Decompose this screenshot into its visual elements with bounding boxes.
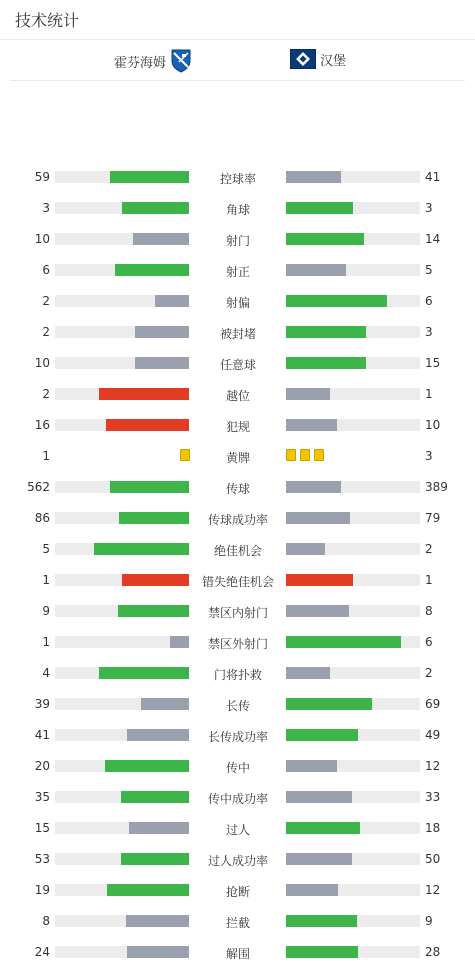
home-bar-fill (170, 636, 189, 648)
away-value: 3 (425, 201, 433, 215)
stat-label: 错失绝佳机会 (201, 575, 274, 589)
away-bar-fill (286, 853, 352, 865)
stat-label: 长传成功率 (207, 730, 268, 744)
stat-row (0, 286, 475, 317)
yellow-card-icon (180, 449, 190, 461)
home-bar-track (55, 698, 189, 710)
away-value: 14 (425, 232, 441, 246)
home-bar-fill (133, 233, 189, 245)
home-bar-track (55, 636, 189, 648)
away-value: 2 (425, 542, 433, 556)
stat-row (0, 441, 475, 472)
away-value: 3 (425, 325, 433, 339)
stat-label: 禁区内射门 (207, 606, 268, 620)
home-team-name: 霍芬海姆 (114, 55, 167, 71)
home-bar-fill (115, 264, 189, 276)
stat-label: 禁区外射门 (207, 637, 268, 651)
stat-row (0, 937, 475, 968)
home-value: 6 (42, 263, 50, 277)
home-value: 15 (34, 821, 50, 835)
stat-row (0, 813, 475, 844)
home-bar-track (55, 202, 189, 214)
away-yellow-cards (286, 449, 324, 461)
away-value: 79 (425, 511, 441, 525)
home-bar-fill (110, 481, 189, 493)
away-value: 3 (425, 449, 433, 463)
home-bar-fill (122, 202, 189, 214)
stat-label: 长传 (225, 699, 250, 713)
away-bar-track (286, 171, 420, 183)
away-bar-fill (286, 667, 330, 679)
away-value: 33 (425, 790, 441, 804)
home-bar-track (55, 295, 189, 307)
away-bar-fill (286, 791, 352, 803)
yellow-card-icon (286, 449, 296, 461)
home-bar-fill (99, 388, 189, 400)
home-value: 5 (42, 542, 50, 556)
away-bar-track (286, 233, 420, 245)
home-value: 20 (34, 759, 50, 773)
stat-label: 任意球 (219, 358, 256, 372)
stat-label: 解围 (225, 947, 250, 961)
home-yellow-cards (180, 449, 190, 461)
stat-label: 越位 (225, 389, 250, 403)
stat-row (0, 224, 475, 255)
stat-label: 传球 (225, 482, 250, 496)
home-bar-track (55, 760, 189, 772)
away-value: 1 (425, 387, 433, 401)
home-bar-track (55, 822, 189, 834)
stat-label: 犯规 (225, 420, 250, 434)
stat-label: 射门 (225, 234, 250, 248)
stat-label: 射正 (225, 265, 250, 279)
away-value: 12 (425, 883, 441, 897)
stat-label: 抢断 (225, 885, 250, 899)
home-bar-fill (126, 915, 189, 927)
yellow-card-icon (314, 449, 324, 461)
stat-row (0, 844, 475, 875)
stat-row (0, 410, 475, 441)
away-bar-fill (286, 512, 350, 524)
stat-row (0, 751, 475, 782)
home-bar-fill (106, 419, 189, 431)
stat-row (0, 317, 475, 348)
home-value: 86 (34, 511, 50, 525)
away-bar-fill (286, 419, 337, 431)
home-bar-track (55, 326, 189, 338)
stat-label: 黄牌 (225, 451, 250, 465)
away-bar-track (286, 512, 420, 524)
home-bar-fill (118, 605, 189, 617)
away-bar-track (286, 946, 420, 958)
stat-label: 绝佳机会 (213, 544, 262, 558)
away-bar-track (286, 667, 420, 679)
home-value: 3 (42, 201, 50, 215)
stat-row (0, 906, 475, 937)
away-bar-fill (286, 481, 341, 493)
home-team[interactable] (114, 49, 192, 73)
away-team-name: 汉堡 (320, 53, 347, 69)
home-bar-track (55, 667, 189, 679)
stat-label: 拦截 (225, 916, 250, 930)
home-bar-track (55, 543, 189, 555)
away-bar-track (286, 636, 420, 648)
away-bar-track (286, 326, 420, 338)
yellow-card-icon (300, 449, 310, 461)
home-value: 2 (42, 294, 50, 308)
home-team-logo-icon (170, 49, 192, 73)
stat-label: 门将扑救 (213, 668, 262, 682)
away-value: 41 (425, 170, 441, 184)
home-bar-fill (110, 171, 189, 183)
home-value: 53 (34, 852, 50, 866)
stat-label: 角球 (225, 203, 250, 217)
home-bar-track (55, 791, 189, 803)
home-bar-track (55, 729, 189, 741)
home-bar-track (55, 171, 189, 183)
away-bar-track (286, 884, 420, 896)
away-bar-fill (286, 729, 358, 741)
away-value: 6 (425, 635, 433, 649)
away-bar-track (286, 202, 420, 214)
home-value: 10 (34, 232, 50, 246)
teams-row (10, 40, 465, 81)
home-value: 1 (42, 449, 50, 463)
home-bar-fill (127, 729, 189, 741)
away-bar-fill (286, 884, 338, 896)
away-value: 10 (425, 418, 441, 432)
home-value: 2 (42, 325, 50, 339)
away-value: 49 (425, 728, 441, 742)
away-value: 8 (425, 604, 433, 618)
home-bar-fill (141, 698, 189, 710)
home-bar-track (55, 419, 189, 431)
home-value: 8 (42, 914, 50, 928)
away-bar-track (286, 915, 420, 927)
stat-row (0, 627, 475, 658)
stat-label: 传中 (225, 761, 250, 775)
stat-row (0, 720, 475, 751)
home-bar-fill (107, 884, 189, 896)
away-value: 69 (425, 697, 441, 711)
away-value: 389 (425, 480, 448, 494)
stat-row (0, 379, 475, 410)
stat-row (0, 534, 475, 565)
stat-row (0, 782, 475, 813)
away-bar-fill (286, 357, 366, 369)
away-bar-fill (286, 295, 387, 307)
away-value: 50 (425, 852, 441, 866)
away-bar-fill (286, 605, 349, 617)
away-bar-fill (286, 760, 337, 772)
stat-label: 过人 (225, 823, 250, 837)
home-bar-track (55, 264, 189, 276)
away-bar-track (286, 822, 420, 834)
stat-label: 过人成功率 (207, 854, 268, 868)
home-value: 10 (34, 356, 50, 370)
away-bar-fill (286, 915, 357, 927)
away-bar-track (286, 481, 420, 493)
home-value: 16 (34, 418, 50, 432)
away-bar-track (286, 698, 420, 710)
home-bar-fill (94, 543, 189, 555)
home-value: 562 (27, 480, 50, 494)
home-value: 19 (34, 883, 50, 897)
stat-row (0, 503, 475, 534)
away-value: 6 (425, 294, 433, 308)
stat-label: 射偏 (225, 296, 250, 310)
stat-row (0, 596, 475, 627)
home-bar-track (55, 388, 189, 400)
stat-label: 被封堵 (219, 327, 256, 341)
away-bar-track (286, 264, 420, 276)
home-bar-fill (121, 791, 189, 803)
away-bar-fill (286, 946, 358, 958)
stat-row (0, 565, 475, 596)
home-bar-fill (105, 760, 189, 772)
home-bar-fill (119, 512, 189, 524)
home-value: 1 (42, 573, 50, 587)
away-bar-fill (286, 264, 346, 276)
away-bar-track (286, 543, 420, 555)
home-value: 24 (34, 945, 50, 959)
home-bar-track (55, 946, 189, 958)
stat-row (0, 658, 475, 689)
away-bar-fill (286, 388, 330, 400)
away-bar-track (286, 605, 420, 617)
stat-row (0, 689, 475, 720)
home-bar-track (55, 853, 189, 865)
away-value: 9 (425, 914, 433, 928)
home-value: 35 (34, 790, 50, 804)
away-value: 2 (425, 666, 433, 680)
section-header (0, 0, 475, 40)
away-value: 15 (425, 356, 441, 370)
home-value: 4 (42, 666, 50, 680)
away-bar-track (286, 791, 420, 803)
stat-row (0, 162, 475, 193)
home-value: 2 (42, 387, 50, 401)
away-bar-track (286, 388, 420, 400)
home-value: 9 (42, 604, 50, 618)
home-bar-fill (135, 357, 189, 369)
away-bar-fill (286, 822, 360, 834)
section-title: 技术统计 (15, 11, 80, 30)
away-bar-fill (286, 574, 353, 586)
home-bar-fill (99, 667, 189, 679)
home-bar-track (55, 512, 189, 524)
away-bar-fill (286, 202, 353, 214)
home-value: 59 (34, 170, 50, 184)
home-bar-fill (135, 326, 189, 338)
away-value: 12 (425, 759, 441, 773)
stat-row (0, 193, 475, 224)
away-bar-fill (286, 233, 364, 245)
home-bar-track (55, 605, 189, 617)
home-value: 39 (34, 697, 50, 711)
away-bar-track (286, 419, 420, 431)
away-bar-track (286, 357, 420, 369)
home-bar-track (55, 233, 189, 245)
stat-label: 传中成功率 (207, 792, 268, 806)
away-value: 5 (425, 263, 433, 277)
stat-row (0, 472, 475, 503)
away-bar-fill (286, 543, 325, 555)
away-bar-track (286, 760, 420, 772)
away-value: 28 (425, 945, 441, 959)
home-bar-fill (155, 295, 189, 307)
away-value: 18 (425, 821, 441, 835)
home-bar-track (55, 574, 189, 586)
away-bar-fill (286, 171, 341, 183)
home-bar-track (55, 915, 189, 927)
home-bar-fill (121, 853, 189, 865)
away-bar-track (286, 574, 420, 586)
away-bar-fill (286, 636, 401, 648)
away-bar-track (286, 729, 420, 741)
home-bar-track (55, 481, 189, 493)
away-bar-track (286, 295, 420, 307)
stat-row (0, 348, 475, 379)
home-bar-track (55, 357, 189, 369)
away-bar-fill (286, 698, 372, 710)
stat-label: 控球率 (219, 172, 256, 186)
stat-label: 传球成功率 (207, 513, 268, 527)
away-bar-track (286, 853, 420, 865)
stat-row (0, 875, 475, 906)
home-bar-fill (122, 574, 189, 586)
home-value: 1 (42, 635, 50, 649)
home-bar-fill (127, 946, 189, 958)
home-bar-track (55, 884, 189, 896)
away-team[interactable] (290, 49, 346, 69)
away-value: 1 (425, 573, 433, 587)
home-bar-fill (129, 822, 189, 834)
away-team-logo-icon (290, 49, 316, 69)
home-value: 41 (34, 728, 50, 742)
away-bar-fill (286, 326, 366, 338)
stat-row (0, 255, 475, 286)
